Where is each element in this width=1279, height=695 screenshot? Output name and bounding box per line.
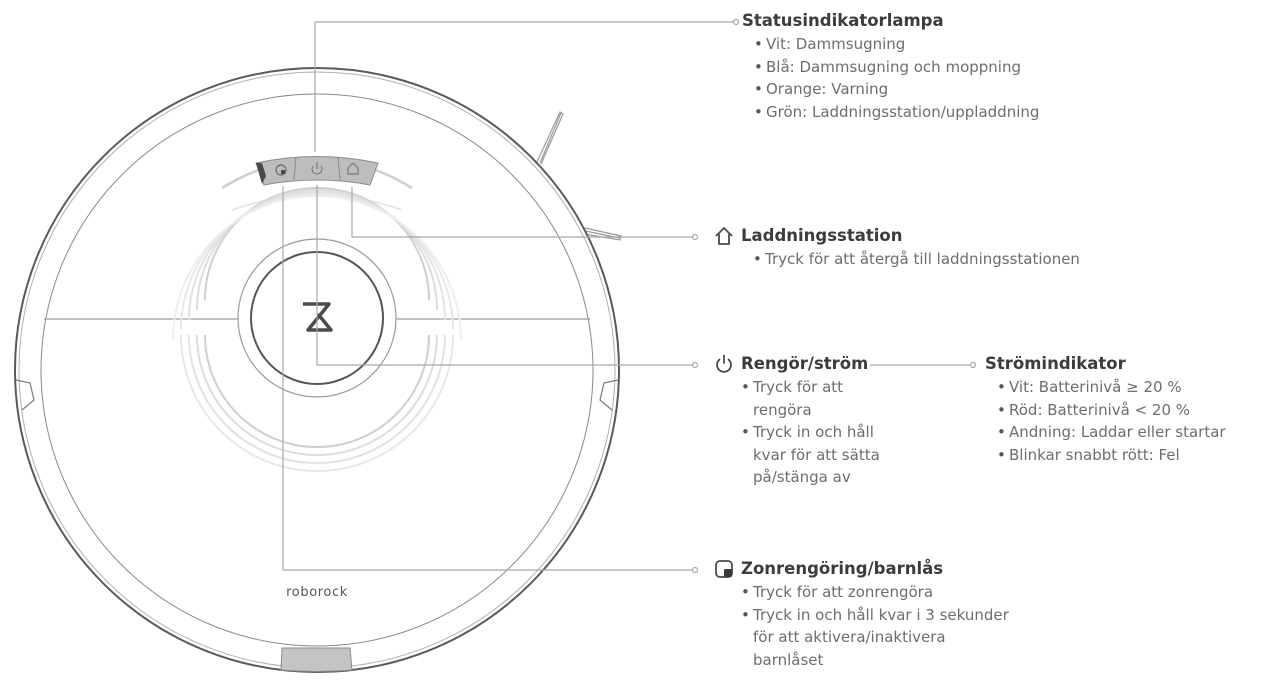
list-item: • Orange: Varning [754,78,1039,101]
list-item: • Vit: Batterinivå ≥ 20 % [997,376,1226,399]
callout-list [713,376,881,489]
list-item: • Tryck för att zonrengöra [741,581,1011,604]
home-icon [713,225,735,247]
list-item: • Blå: Dammsugning och moppning [754,56,1039,79]
callout-title: Rengör/ström [741,354,869,373]
list-item: • Tryck in och håll kvar för att sätta på/stänga av [741,421,881,489]
list-item: • Tryck för att rengöra [741,376,881,421]
callout-clean-power [713,352,880,489]
callout-list [713,581,1011,671]
list-item: • Blinkar snabbt rött: Fel [997,444,1226,467]
list-item: • Tryck för att återgå till laddningsstationen [753,248,1080,271]
list-item: • Tryck in och håll kvar i 3 sekunder för att aktivera/inaktivera barnlåset [741,604,1011,672]
power-icon [713,353,735,375]
list-item: • Grön: Laddningsstation/uppladdning [754,101,1039,124]
list-item: • Andning: Laddar eller startar [997,421,1226,444]
callout-title: Laddningsstation [741,226,903,245]
callout-title: Zonrengöring/barnlås [741,559,944,578]
callout-title: Statusindikatorlampa [742,11,944,30]
callout-title: Strömindikator [985,354,1126,373]
front-sensor-window [281,648,352,672]
list-item: • Vit: Dammsugning [754,33,1039,56]
callout-list [742,33,1039,123]
callout-status-light [742,9,1039,123]
list-item: • Röd: Batterinivå < 20 % [997,399,1226,422]
spot-clean-icon [713,558,735,580]
callout-spot-child-lock [713,557,1011,671]
callout-list [713,248,1080,271]
callout-list [985,376,1226,466]
callout-power-indicator [985,352,1226,466]
brand-logo: roborock [286,585,348,600]
callout-dock [713,224,1080,271]
